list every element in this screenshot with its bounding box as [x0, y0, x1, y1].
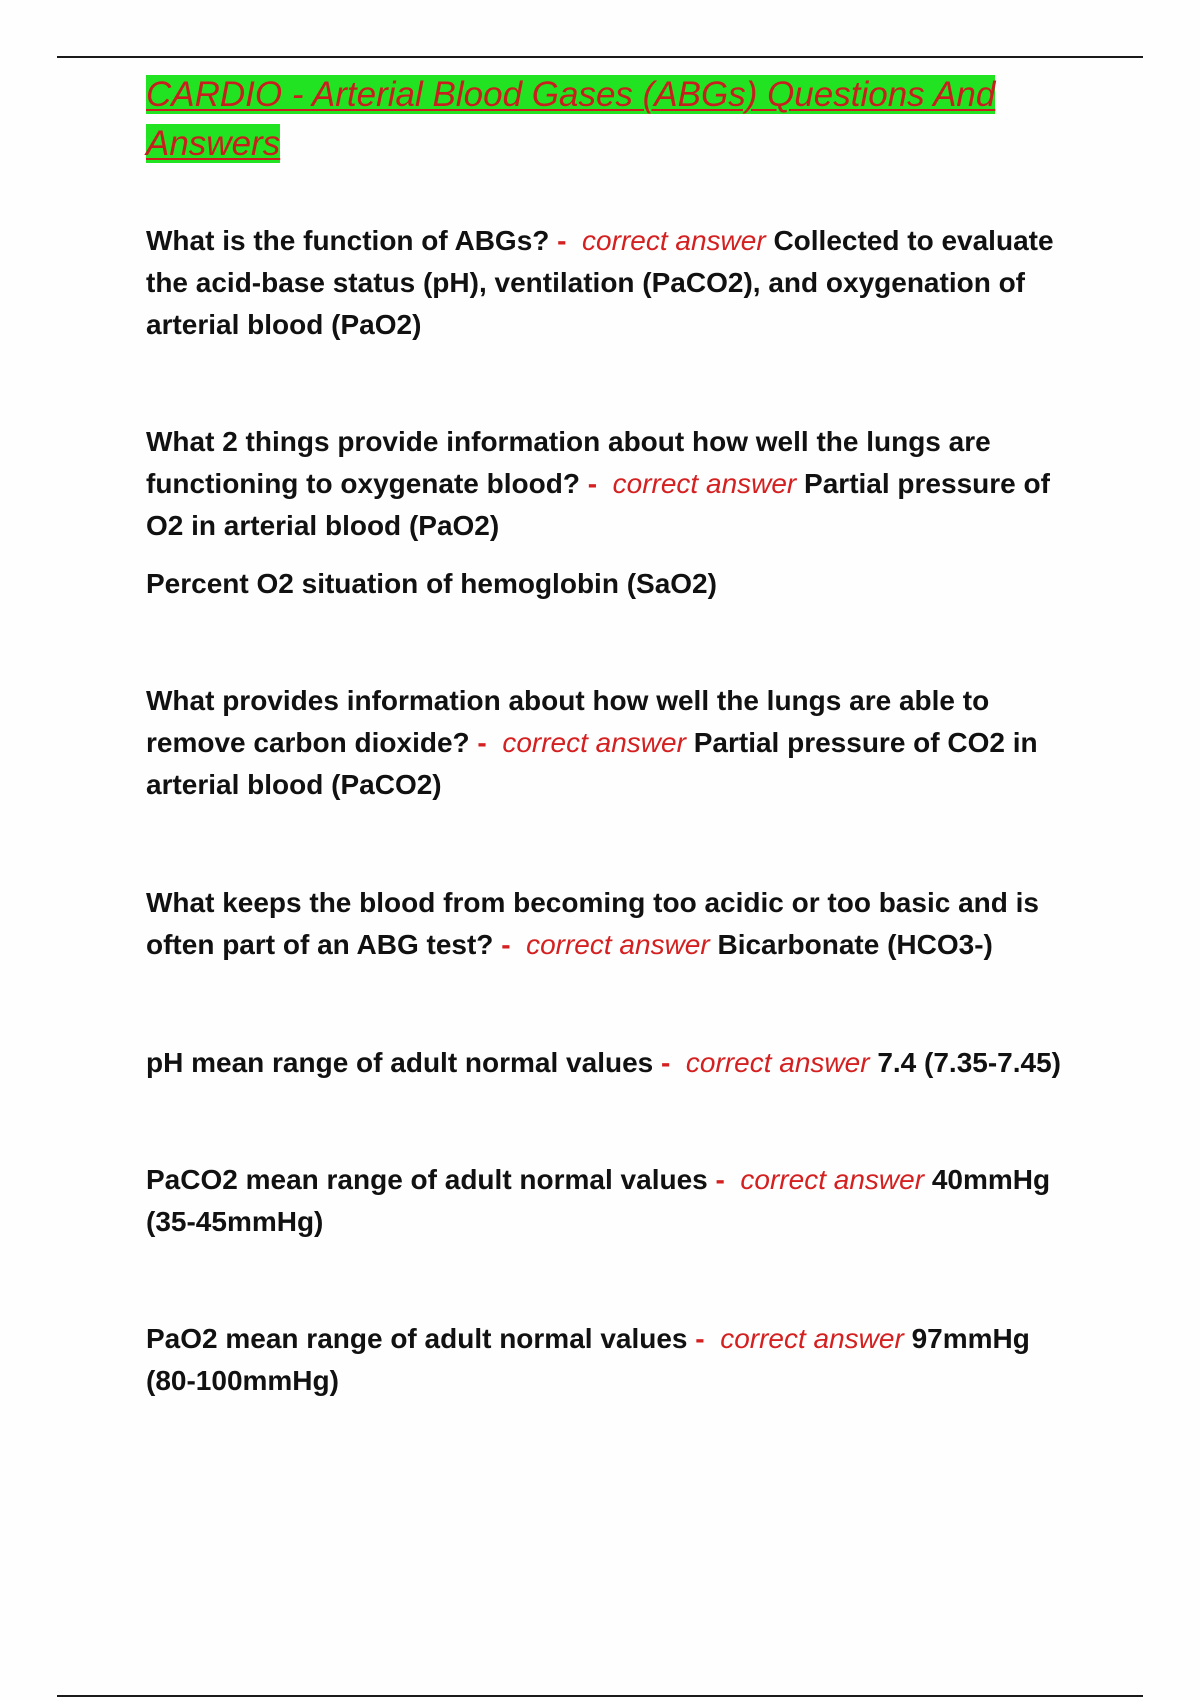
qa-item — [146, 1318, 1086, 1402]
separator: - — [715, 1164, 725, 1195]
question-text: What is the function of ABGs? — [146, 225, 550, 256]
separator: - — [695, 1323, 705, 1354]
answer-text: Partial pressure of CO2 in arterial blood (PaCO2) — [146, 727, 1038, 800]
answer-text: 7.4 (7.35-7.45) — [877, 1047, 1061, 1078]
title-highlight: CARDIO - Arterial Blood Gases (ABGs) Questions And Answers — [146, 75, 996, 163]
question-text: What provides information about how well the lungs are able to remove carbon dioxide? — [146, 685, 990, 758]
correct-answer-label: correct answer — [502, 727, 686, 758]
separator: - — [477, 727, 487, 758]
question-text: What 2 things provide information about how well the lungs are functioning to oxygenate blood? — [146, 426, 991, 499]
answer-text: Bicarbonate (HCO3-) — [717, 929, 993, 960]
question-text: What keeps the blood from becoming too acidic or too basic and is often part of an ABG test? — [146, 887, 1039, 960]
correct-answer-label: correct answer — [582, 225, 766, 256]
qa-item — [146, 1159, 1086, 1243]
bottom-rule — [57, 1695, 1143, 1697]
qa-item — [146, 882, 1086, 966]
question-text: pH mean range of adult normal values — [146, 1047, 654, 1078]
document-title — [146, 70, 1086, 168]
correct-answer-label: correct answer — [526, 929, 710, 960]
correct-answer-label: correct answer — [720, 1323, 904, 1354]
answer-text: Partial pressure of O2 in arterial blood (PaO2) — [146, 468, 1050, 541]
qa-item — [146, 680, 1086, 806]
answer-continuation: Percent O2 situation of hemoglobin (SaO2) — [146, 568, 717, 599]
separator: - — [661, 1047, 671, 1078]
qa-item — [146, 1042, 1086, 1084]
document-body — [146, 70, 1086, 1402]
separator: - — [557, 225, 567, 256]
qa-item — [146, 220, 1086, 346]
top-rule — [57, 56, 1143, 58]
answer-text: Collected to evaluate the acid-base status (pH), ventilation (PaCO2), and oxygenation of arterial blood (PaO2) — [146, 225, 1054, 340]
answer-text: 40mmHg (35-45mmHg) — [146, 1164, 1051, 1237]
answer-text: 97mmHg (80-100mmHg) — [146, 1323, 1030, 1396]
qa-item — [146, 421, 1086, 547]
separator: - — [501, 929, 511, 960]
correct-answer-label: correct answer — [685, 1047, 870, 1078]
question-text: PaCO2 mean range of adult normal values — [146, 1164, 708, 1195]
separator: - — [587, 468, 598, 499]
question-text: PaO2 mean range of adult normal values — [146, 1323, 688, 1354]
correct-answer-label: correct answer — [740, 1164, 925, 1195]
correct-answer-label: correct answer — [612, 468, 797, 499]
